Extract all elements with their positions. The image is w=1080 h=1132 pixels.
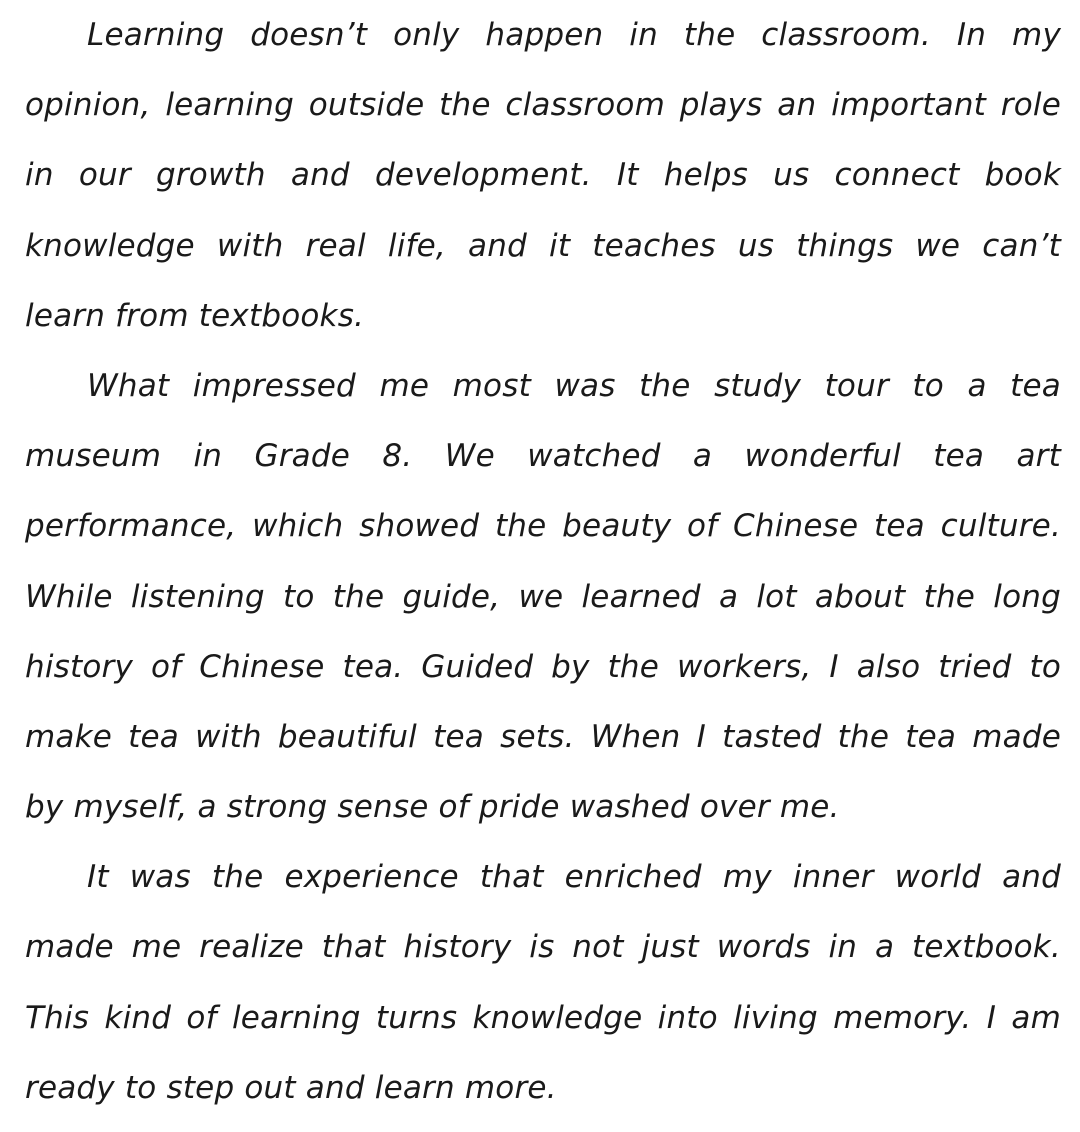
paragraph-2-line-7: by myself, a strong sense of pride washed over me.: [25, 789, 840, 826]
paragraph-1-line-5: learn from textbooks.: [25, 297, 365, 334]
essay-text: [25, 0, 1061, 1123]
paragraph-3-line-2: made me realize that history is not just words in a textbook.: [25, 929, 1061, 966]
paragraph-3-line-1: It was the experience that enriched my inner world and: [87, 859, 1061, 896]
paragraph-2-line-6: make tea with beautiful tea sets. When I tasted the tea made: [25, 718, 1061, 755]
paragraph-2-line-5: history of Chinese tea. Guided by the workers, I also tried to: [25, 648, 1061, 685]
paragraph-3-line-4: ready to step out and learn more.: [25, 1069, 557, 1106]
paragraph-2-line-4: While listening to the guide, we learned a lot about the long: [25, 578, 1061, 615]
paragraph-2: [25, 351, 1061, 842]
paragraph-1-line-4: knowledge with real life, and it teaches us things we can’t: [25, 227, 1061, 264]
paragraph-3: [25, 842, 1061, 1123]
paragraph-2-line-2: museum in Grade 8. We watched a wonderful tea art: [25, 438, 1061, 475]
paragraph-1: [25, 0, 1061, 351]
paragraph-1-line-3: in our growth and development. It helps us connect book: [25, 157, 1061, 194]
paragraph-1-line-1: Learning doesn’t only happen in the classroom. In my: [87, 17, 1061, 53]
paragraph-1-line-2: opinion, learning outside the classroom plays an important role: [25, 87, 1061, 124]
paragraph-3-line-3: This kind of learning turns knowledge into living memory. I am: [25, 999, 1061, 1036]
paragraph-2-line-3: performance, which showed the beauty of Chinese tea culture.: [25, 508, 1061, 545]
paragraph-2-line-1: What impressed me most was the study tour to a tea: [87, 367, 1061, 404]
